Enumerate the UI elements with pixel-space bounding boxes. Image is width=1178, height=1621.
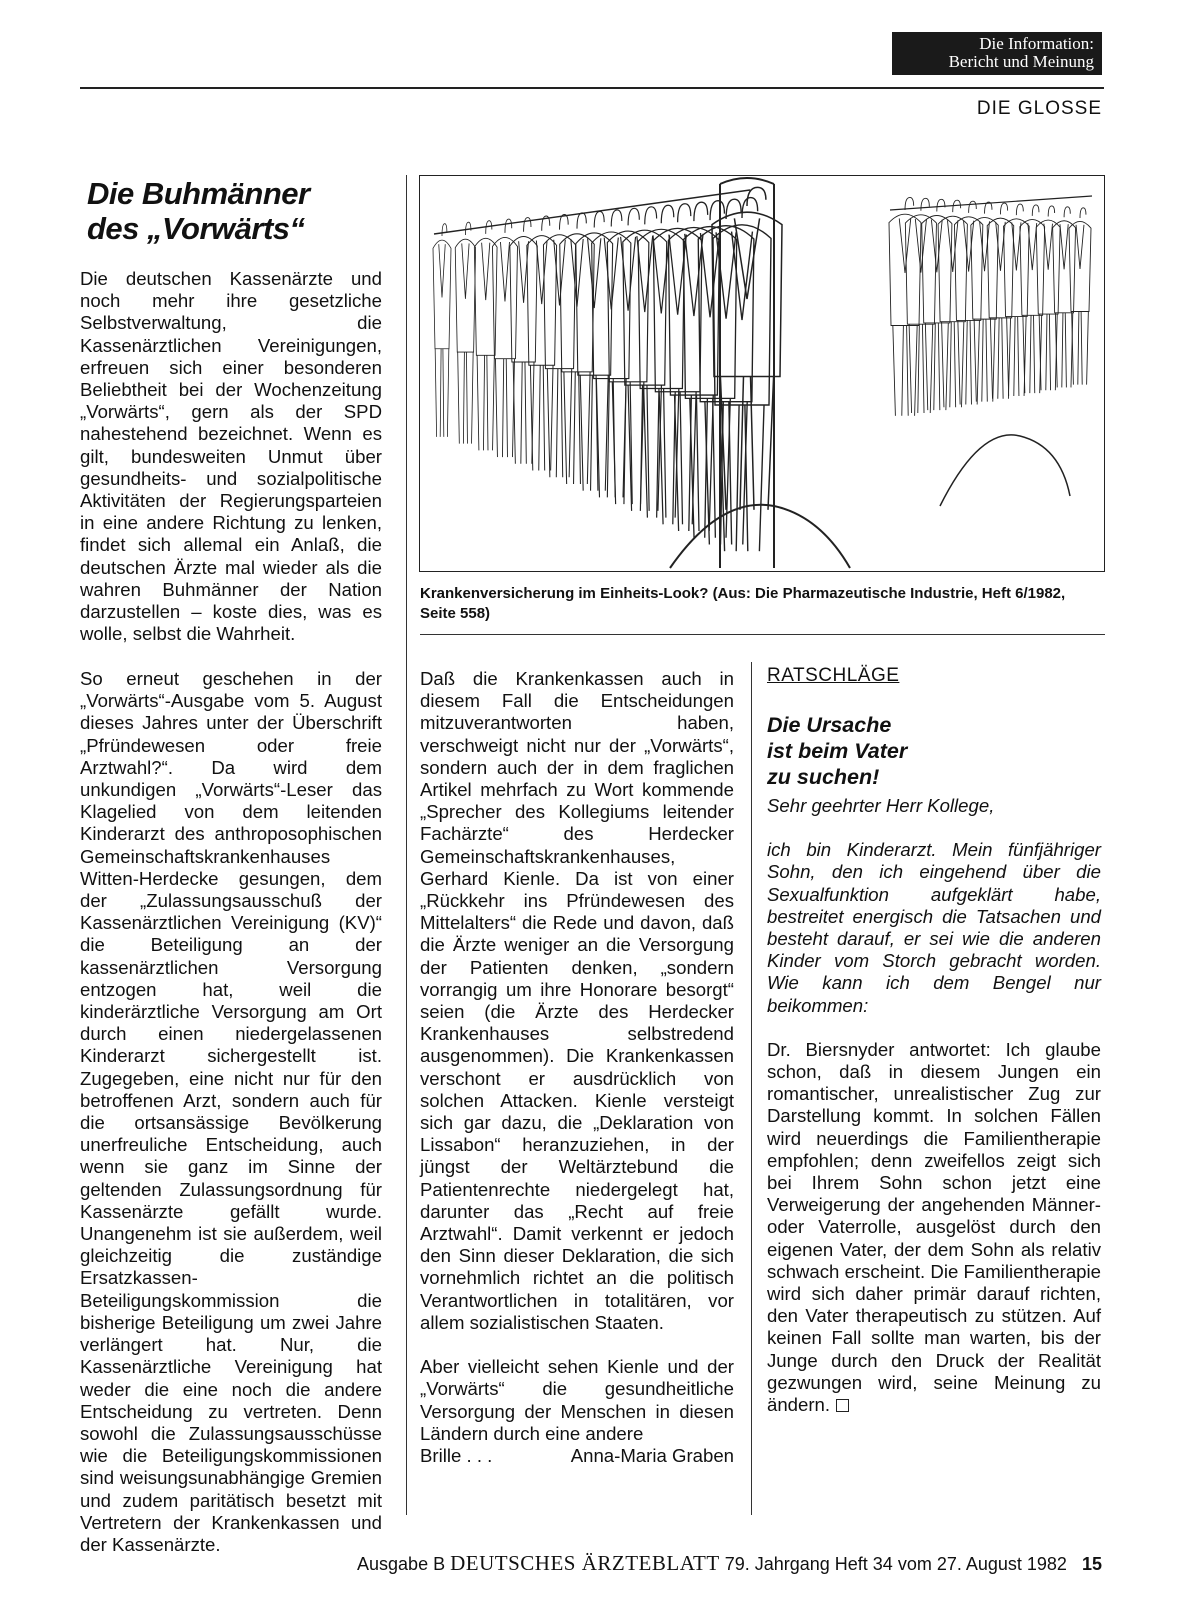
article-column-1 <box>80 668 382 1556</box>
section-label: DIE GLOSSE <box>976 98 1102 119</box>
footer-issue: 79. Jahrgang Heft 34 vom 27. August 1982 <box>724 1554 1067 1574</box>
footer-edition: Ausgabe B <box>357 1554 446 1574</box>
advice-title-line-2: ist beim Vater <box>767 739 908 763</box>
page-number: 15 <box>1081 1554 1102 1574</box>
column-divider-2 <box>751 662 752 1515</box>
article-title-line-2: des „Vorwärts“ <box>87 211 305 246</box>
advice-title-line-1: Die Ursache <box>767 713 892 737</box>
intro-paragraph: Die deutschen Kassenärzte und noch mehr ihre gesetzliche Selbstverwaltung, die Kassenärztlichen Vereinigungen, erfreuen sich einer besonderen Beliebtheit bei der Wochenzeitung „Vorwärts“, gern als der SPD nahestehend bezeichnet. Wenn es gilt, bundesweiten Unmut über gesundheits- und sozialpolitische Aktivitäten der Regierungsparteien in eine andere Richtung zu lenken, findet sich allemal ein Anlaß, die deutschen Ärzte mal wieder als die wahren Buhmänner der Nation darzustellen – koste dies, was es wolle, selbst die Wahrheit. <box>80 268 382 645</box>
article-intro <box>80 268 382 645</box>
answer-text: Dr. Biersnyder antwortet: Ich glaube schon, daß in diesem Jungen ein romantischer, unrealistischer Zug zur Darstellung kommt. In solchen Fällen wird neuerdings die Familientherapie empfohlen; denn zweifellos zeigt sich bei Ihrem Sohn schon jetzt eine Verweigerung der angehenden Männer- oder Vaterrolle, ausgelöst durch den eigenen Vater, der dem Sohn als relativ schwach erscheint. Die Familientherapie wird sich daher primär darauf richten, den Vater therapeutisch zu stützen. Auf keinen Fall sollte man warten, bis der Junge durch den Druck der Realität gezwungen wird, seine Meinung zu ändern. <box>767 1038 1101 1416</box>
coat-rack-drawing <box>420 176 1103 570</box>
column-2-paragraph-1: Daß die Krankenkassen auch in diesem Fall die Entscheidungen mitzuverantworten haben, verschweigt nicht nur der „Vorwärts“, sondern auch der in dem fraglichen Artikel mehrfach zu Wort kommende „Sprecher des Kollegiums leitender Fachärzte“ des Herdecker Gemeinschaftskrankenhauses, Gerhard Kienle. Da ist von einer „Rückkehr ins Pfründewesen des Mittelalters“ die Rede und davon, daß die Ärzte weniger an die Versorgung der Patienten denken, „sondern vorrangig um ihre Honorare besorgt“ seien (die Ärzte des Herdecker Krankenhauses selbstredend ausgenommen). Die Krankenkassen verschont er ausdrücklich von solchen Attacken. Kienle versteigt sich gar dazu, die „Deklaration von Lissabon“ heranzuziehen, in der jüngst der Weltärztebund die Patientenrechte niedergelegt hat, darunter das „Recht auf freie Arztwahl“. Damit verkennt er jedoch den Sinn dieser Deklaration, die sich vornehmlich richtet an die politisch Verantwortlichen in totalitären, vor allem sozialistischen Staaten. <box>420 668 734 1333</box>
advice-title-line-3: zu suchen! <box>767 765 880 789</box>
end-mark-icon <box>836 1399 849 1412</box>
page-footer <box>357 1551 1102 1576</box>
column-2-paragraph-2: Aber vielleicht sehen Kienle und der „Vorwärts“ die gesundheitliche Versorgung der Menschen in diesen Ländern durch eine andere <box>420 1356 734 1444</box>
badge-line-2: Bericht und Meinung <box>948 52 1094 71</box>
cartoon-illustration <box>419 175 1105 572</box>
article-column-2 <box>420 668 734 1467</box>
section-badge <box>892 32 1102 75</box>
letter-greeting: Sehr geehrter Herr Kollege, <box>767 795 995 816</box>
advice-title <box>767 712 907 790</box>
footer-magazine: DEUTSCHES ÄRZTEBLATT <box>450 1551 720 1575</box>
closing-line <box>420 1445 734 1467</box>
article-title <box>87 176 310 246</box>
letter-body: ich bin Kinderarzt. Mein fünfjähriger Sohn, den ich eingehend über die Sexualfunktion aufgeklärt habe, bestreitet energisch die Tatsachen und besteht darauf, er sei wie die anderen Kinder vom Storch gebracht worden. Wie kann ich dem Bengel nur beikommen: <box>767 839 1101 1016</box>
author-name: Anna-Maria Graben <box>570 1444 734 1466</box>
figure-caption: Krankenversicherung im Einheits-Look? (Aus: Die Pharmazeutische Industrie, Heft 6/1982, Seite 558) <box>420 585 1066 622</box>
column-1-paragraph: So erneut geschehen in der „Vorwärts“-Ausgabe vom 5. August dieses Jahres unter der Überschrift „Pfründewesen oder freie Arztwahl?“. Da wird dem unkundigen „Vorwärts“-Leser das Klagelied von dem leitenden Kinderarzt des anthroposophischen Gemeinschaftskrankenhauses Witten-Herdecke gesungen, dem der „Zulassungsausschuß der Kassenärztlichen Vereinigung (KV)“ die Beteiligung an der kassenärztlichen Versorgung entzogen hat, weil die kinderärztliche Versorgung am Ort durch einen niedergelassenen Kinderarzt sichergestellt ist. Zugegeben, eine nicht nur für den betroffenen Arzt, sondern auch für die ortsansässige Bevölkerung unerfreuliche Entscheidung, auch wenn sie ganz im Sinne der geltenden Zulassungsordnung für Kassenärzte gefällt wurde. Unangenehm ist sie außerdem, weil gleichzeitig die zuständige Ersatzkassen-Beteiligungskommission die bisherige Beteiligung um zwei Jahre verlängert hat. Nur, die Kassenärztliche Vereinigung hat weder die eine noch die andere Entscheidung zu vertreten. Denn sowohl die Zulassungsausschüsse wie die Beteiligungskommissionen sind weisungsunabhängige Gremien und zudem paritätisch besetzt mit Vertretern der Krankenkassen und der Kassenärzte. <box>80 668 382 1555</box>
advice-answer <box>767 1039 1101 1416</box>
advice-section-label: RATSCHLÄGE <box>767 665 900 686</box>
advice-column <box>767 795 1101 1416</box>
article-title-line-1: Die Buhmänner <box>87 176 310 211</box>
caption-rule <box>420 634 1105 635</box>
closing-words: Brille . . . <box>420 1444 493 1466</box>
column-divider-1 <box>406 175 407 1515</box>
header-rule <box>80 87 1104 89</box>
badge-line-1: Die Information: <box>979 34 1094 53</box>
